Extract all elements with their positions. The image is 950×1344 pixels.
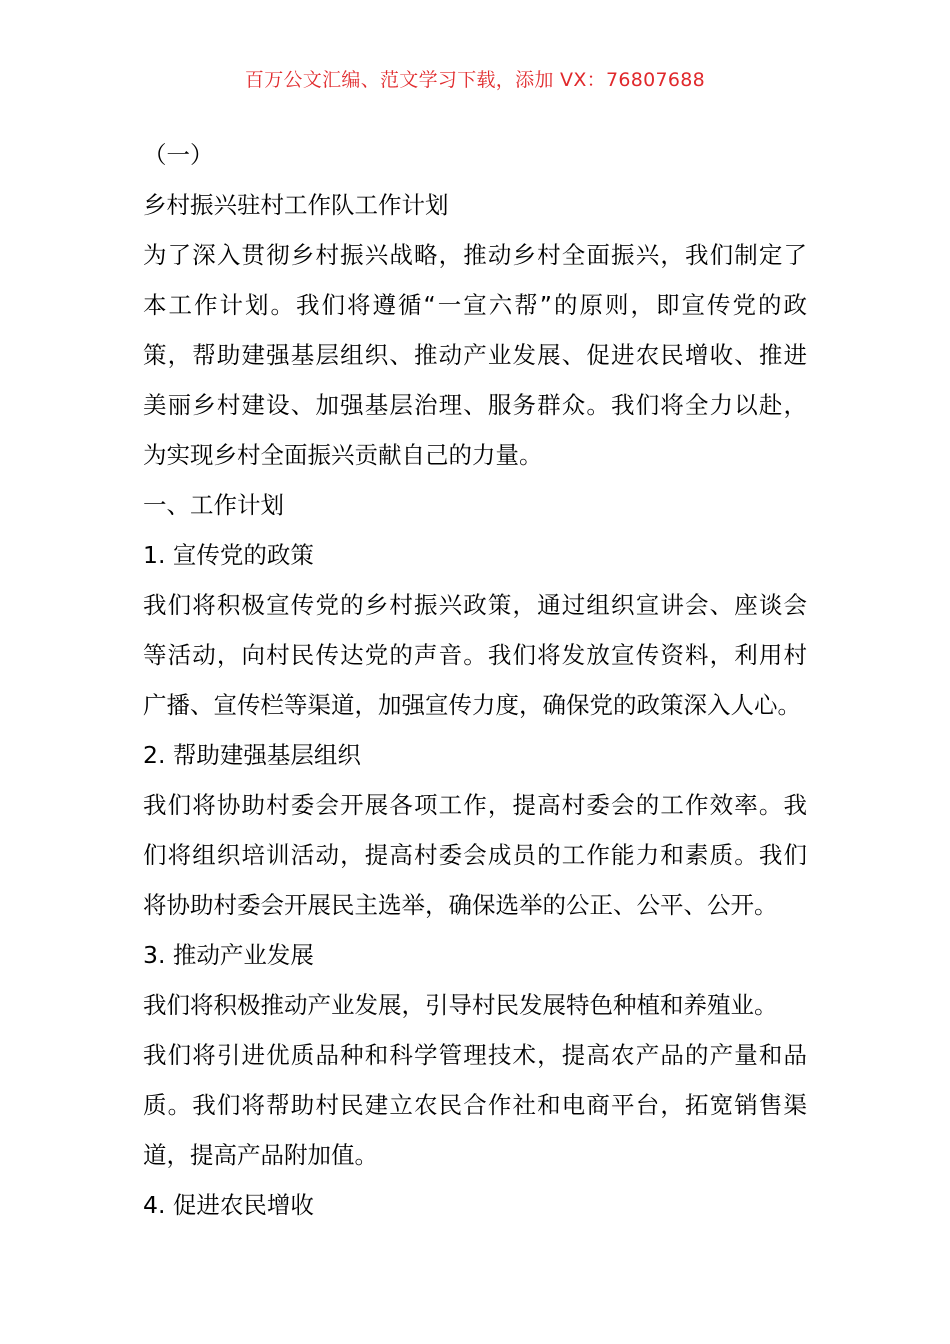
item4-heading: 4. 促进农民增收 [143,1191,314,1219]
item2-line: 我们将协助村委会开展各项工作，提高村委会的工作效率。我 [143,791,807,819]
item3-line: 我们将引进优质品种和科学管理技术，提高农产品的产量和品 [143,1041,807,1069]
header-banner: 百万公文汇编、范文学习下载，添加 VX：76807688 [244,69,706,91]
document-body [143,130,807,1230]
item2-heading: 2. 帮助建强基层组织 [143,741,361,769]
item2-line: 将协助村委会开展民主选举，确保选举的公正、公平、公开。 [143,891,778,919]
item1-line: 广播、宣传栏等渠道，加强宣传力度，确保党的政策深入人心。 [143,691,801,719]
part1-heading: 一、工作计划 [143,491,284,519]
item1-line: 等活动，向村民传达党的声音。我们将发放宣传资料，利用村 [143,641,807,669]
section-marker: （一） [143,141,214,169]
item2-line: 们将组织培训活动，提高村委会成员的工作能力和素质。我们 [143,841,807,869]
intro-line: 本工作计划。我们将遵循“一宣六帮”的原则，即宣传党的政 [143,291,807,319]
intro-line: 为了深入贯彻乡村振兴战略，推动乡村全面振兴，我们制定了 [143,241,807,269]
intro-line: 策，帮助建强基层组织、推动产业发展、促进农民增收、推进 [143,341,807,369]
item1-heading: 1. 宣传党的政策 [143,541,314,569]
intro-line: 为实现乡村全面振兴贡献自己的力量。 [143,441,543,469]
item3-line: 质。我们将帮助村民建立农民合作社和电商平台，拓宽销售渠 [143,1091,807,1119]
item3-line: 道，提高产品附加值。 [143,1141,378,1169]
item3-line: 我们将积极推动产业发展，引导村民发展特色种植和养殖业。 [143,991,778,1019]
intro-line: 美丽乡村建设、加强基层治理、服务群众。我们将全力以赴， [143,391,807,419]
document-title: 乡村振兴驻村工作队工作计划 [143,191,449,219]
item3-heading: 3. 推动产业发展 [143,941,314,969]
item1-line: 我们将积极宣传党的乡村振兴政策，通过组织宣讲会、座谈会 [143,591,807,619]
